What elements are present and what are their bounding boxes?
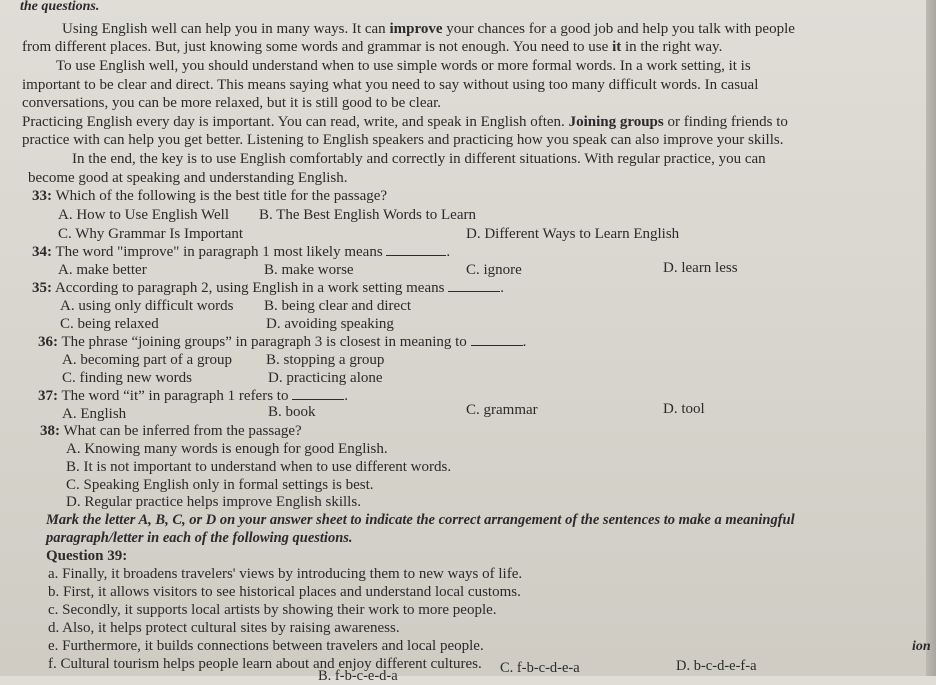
question-35-stem: 35: According to paragraph 2, using English in a work setting means . <box>32 280 504 296</box>
option-36-b[interactable]: B. stopping a group <box>266 352 385 368</box>
passage-line-1 <box>62 21 795 38</box>
question-number: 36: <box>38 334 58 350</box>
option-35-b[interactable]: B. being clear and direct <box>264 298 412 314</box>
option-35-d[interactable]: D. avoiding speaking <box>266 316 394 332</box>
question-number: 33: <box>32 188 52 204</box>
page-edge-shadow <box>926 0 936 676</box>
passage-text: in the right way. <box>621 39 723 55</box>
question-38-stem <box>40 423 302 440</box>
question-number: 38: <box>40 423 60 439</box>
sentence-e: e. Furthermore, it builds connections between travelers and local people. <box>48 638 484 654</box>
passage-line-7: practice with can help you get better. Listening to English speakers and practicing how you speak can also improve your skills. <box>22 132 784 148</box>
section-header: the questions. <box>20 0 100 14</box>
sentence-a: a. Finally, it broadens travelers' views by introducing them to new ways of life. <box>48 566 523 582</box>
answer-blank <box>448 280 500 292</box>
question-number: 37: <box>38 388 58 404</box>
option-33-b[interactable]: B. The Best English Words to Learn <box>259 207 476 223</box>
passage-line-3: To use English well, you should understand when to use simple words or more formal words. In a work setting, it is <box>56 58 751 74</box>
option-36-c[interactable]: C. finding new words <box>62 370 192 386</box>
passage-line-9: become good at speaking and understanding English. <box>28 170 348 186</box>
question-text: The phrase “joining groups” in paragraph 3 is closest in meaning to <box>61 334 467 350</box>
passage-line-6 <box>22 114 788 131</box>
question-text: According to paragraph 2, using English in a work setting means <box>54 280 445 296</box>
answer-blank <box>386 244 446 256</box>
option-35-c[interactable]: C. being relaxed <box>60 316 159 332</box>
question-number: 35: <box>32 280 52 296</box>
passage-line-5: conversations, you can be more relaxed, but it is still good to be clear. <box>22 95 442 111</box>
option-39-b[interactable]: B. f-b-c-e-d-a <box>318 668 398 684</box>
answer-blank <box>471 334 523 346</box>
option-37-a[interactable]: A. English <box>62 406 127 422</box>
option-36-d[interactable]: D. practicing alone <box>268 370 383 386</box>
question-39-title: Question 39: <box>46 548 128 564</box>
passage-text: your chances for a good job and help you talk with people <box>442 21 795 37</box>
sentence-d: d. Also, it helps protect cultural sites by raising awareness. <box>48 620 400 636</box>
passage-text: Using English well can help you in many ways. It can <box>62 21 390 37</box>
question-33-stem <box>32 188 387 205</box>
passage-text: Practicing English every day is important. You can read, write, and speak in English often. <box>22 114 569 130</box>
option-38-c[interactable]: C. Speaking English only in formal settings is best. <box>66 477 374 493</box>
option-37-b[interactable]: B. book <box>268 404 316 420</box>
option-33-c[interactable]: C. Why Grammar Is Important <box>58 226 244 242</box>
question-34-stem: 34: The word "improve" in paragraph 1 most likely means . <box>32 244 451 260</box>
option-34-c[interactable]: C. ignore <box>466 262 522 278</box>
adjacent-page-text: ion <box>912 639 931 654</box>
question-36-stem: 36: The phrase “joining groups” in paragraph 3 is closest in meaning to . <box>38 334 527 350</box>
option-38-a[interactable]: A. Knowing many words is enough for good English. <box>66 441 388 457</box>
sentence-c: c. Secondly, it supports local artists by showing their work to more people. <box>48 602 497 618</box>
option-34-b[interactable]: B. make worse <box>264 262 354 278</box>
option-37-d[interactable]: D. tool <box>663 401 705 417</box>
passage-line-2 <box>22 39 722 56</box>
question-text: The word "improve" in paragraph 1 most likely means <box>55 244 383 260</box>
option-39-c[interactable]: C. f-b-c-d-e-a <box>500 660 580 676</box>
option-33-d[interactable]: D. Different Ways to Learn English <box>466 226 680 242</box>
instruction-line-1: Mark the letter A, B, C, or D on your answer sheet to indicate the correct arrangement of the sentences to make a meaningful <box>46 512 795 528</box>
option-35-a[interactable]: A. using only difficult words <box>60 298 234 314</box>
option-34-a[interactable]: A. make better <box>58 262 147 278</box>
keyword-joining-groups: Joining groups <box>568 114 664 130</box>
passage-text: or finding friends to <box>663 114 788 130</box>
sentence-b: b. First, it allows visitors to see historical places and understand local customs. <box>48 584 521 600</box>
option-36-a[interactable]: A. becoming part of a group <box>62 352 232 368</box>
passage-text: from different places. But, just knowing some words and grammar is not enough. You need to use <box>22 39 613 55</box>
keyword-improve: improve <box>389 21 443 37</box>
option-38-b[interactable]: B. It is not important to understand when to use different words. <box>66 459 452 475</box>
passage-line-8: In the end, the key is to use English comfortably and correctly in different situations. With regular practice, you can <box>72 151 766 167</box>
answer-blank <box>292 388 344 400</box>
option-37-c[interactable]: C. grammar <box>466 402 538 418</box>
question-text: What can be inferred from the passage? <box>63 423 302 439</box>
question-37-stem: 37: The word “it” in paragraph 1 refers to . <box>38 388 348 404</box>
option-38-d[interactable]: D. Regular practice helps improve English skills. <box>66 494 361 510</box>
question-text: Which of the following is the best title for the passage? <box>55 188 388 204</box>
question-text: The word “it” in paragraph 1 refers to <box>61 388 289 404</box>
passage-line-4: important to be clear and direct. This means saying what you need to say without using too many difficult words. In casual <box>22 77 759 93</box>
sentence-f: f. Cultural tourism helps people learn about and enjoy different cultures. <box>48 656 482 672</box>
option-33-a[interactable]: A. How to Use English Well <box>58 207 230 223</box>
keyword-it: it <box>612 39 622 55</box>
option-34-d[interactable]: D. learn less <box>663 260 738 276</box>
option-39-d[interactable]: D. b-c-d-e-f-a <box>676 658 757 674</box>
question-number: 34: <box>32 244 52 260</box>
instruction-line-2: paragraph/letter in each of the following questions. <box>46 530 353 546</box>
